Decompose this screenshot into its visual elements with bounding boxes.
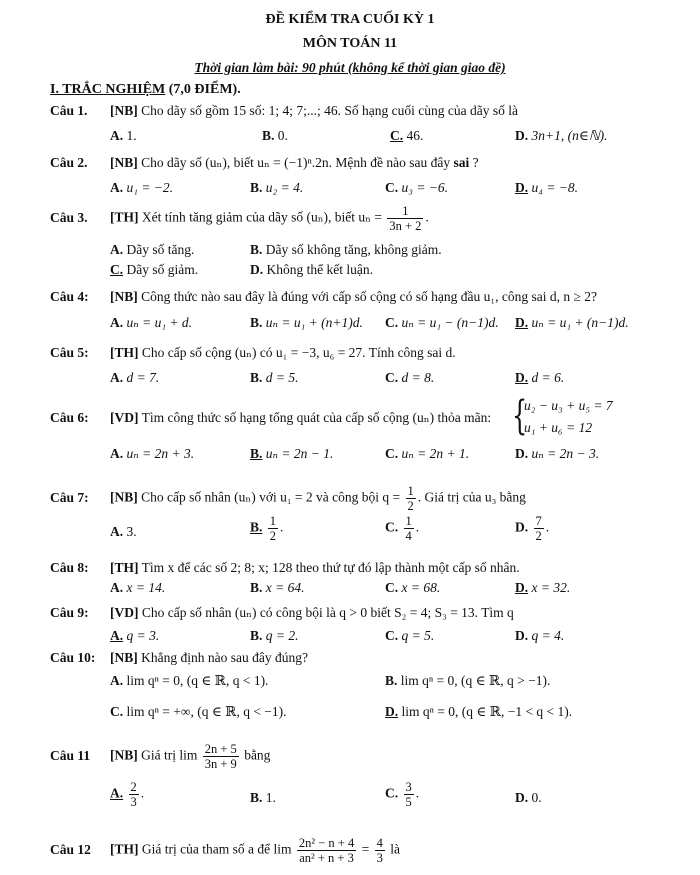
q5-option-c[interactable]: C. d = 8. — [385, 370, 435, 385]
q4-option-a[interactable]: A. uₙ = u₁ + d. — [110, 315, 193, 330]
question-4: Câu 4: [NB] Công thức nào sau đây là đúng với cấp số cộng có số hạng đầu u₁, công sai d, n ≥ 2? — [50, 289, 597, 304]
question-12: Câu 12 [TH] Giá trị của tham số a để lim $\frac{\text{2n² − n + 4}}{\text{an² + n + 3}}$ = $\frac{4}{3}$ là — [50, 836, 400, 865]
time-note: Thời gian làm bài: 90 phút (không kể thời gian giao đề) — [194, 60, 506, 75]
q3-option-c[interactable]: C. Dãy số giảm. — [110, 262, 199, 277]
q9-option-c[interactable]: C. q = 5. — [385, 628, 435, 643]
q11-option-b[interactable]: B. 1. — [250, 790, 276, 805]
q7-option-a[interactable]: A. 3. — [110, 524, 137, 539]
question-1 — [50, 103, 690, 119]
q3-option-b[interactable]: B. Dãy số không tăng, không giảm. — [250, 242, 442, 257]
q7-option-c[interactable]: C. $\frac{1}{4}$ . — [385, 514, 420, 543]
question-3: Câu 3. [TH] Xét tính tăng giảm của dãy số (uₙ), biết uₙ = $\frac{1}{3n + 2}$ . — [50, 204, 429, 233]
question-number: Câu 1. — [50, 103, 88, 118]
q11-option-a[interactable]: A. $\frac{2}{3}$ . — [110, 780, 145, 809]
q1-option-a[interactable]: A. 1. — [110, 128, 137, 143]
q3-option-d[interactable]: D. Không thể kết luận. — [250, 262, 373, 277]
q3-fraction: $\frac{1}{3n + 2}$ — [389, 204, 422, 233]
q4-option-b[interactable]: B. uₙ = u₁ + (n+1)d. — [250, 315, 363, 330]
q1-option-c[interactable]: C. 46. — [390, 128, 424, 143]
question-2: Câu 2. [NB] Cho dãy số (uₙ), biết uₙ = (−1)ⁿ.2n. Mệnh đề nào sau đây sai ? — [50, 155, 479, 170]
q2-option-c[interactable]: C. u₃ = −6. — [385, 180, 449, 195]
question-9: Câu 9: [VD] Cho cấp số nhân (uₙ) có công bội là q > 0 biết S₂ = 4; S₃ = 13. Tìm q — [50, 605, 514, 620]
q5-option-d[interactable]: D. d = 6. — [515, 370, 565, 385]
question-5: Câu 5: [TH] Cho cấp số cộng (uₙ) có u₁ = −3, u₆ = 27. Tính công sai d. — [50, 345, 456, 360]
q9-option-a[interactable]: A. q = 3. — [110, 628, 160, 643]
q2-option-d[interactable]: D. u₄ = −8. — [515, 180, 579, 195]
question-7: Câu 7: [NB] Cho cấp số nhân (uₙ) với u₁ = 2 và công bội q = $\frac{1}{2}$ . Giá trị của u₃ bằng — [50, 484, 526, 513]
q7-option-b[interactable]: B. $\frac{1}{2}$ . — [250, 514, 284, 543]
brace-icon: { — [512, 393, 528, 439]
q10-option-a[interactable]: A. lim qⁿ = 0, (q ∈ ℝ, q < 1). — [110, 673, 269, 688]
q9-option-d[interactable]: D. q = 4. — [515, 628, 565, 643]
q6-option-c[interactable]: C. uₙ = 2n + 1. — [385, 446, 470, 461]
q4-option-c[interactable]: C. uₙ = u₁ − (n−1)d. — [385, 315, 499, 330]
q10-option-b[interactable]: B. lim qⁿ = 0, (q ∈ ℝ, q > −1). — [385, 673, 551, 688]
q2-option-b[interactable]: B. u₂ = 4. — [250, 180, 304, 195]
q3-option-a[interactable]: A. Dãy số tăng. — [110, 242, 195, 257]
q4-option-d[interactable]: D. uₙ = u₁ + (n−1)d. — [515, 315, 629, 330]
question-6: Câu 6: [VD] Tìm công thức số hạng tổng quát của cấp số cộng (uₙ) thỏa mãn: — [50, 410, 492, 425]
q8-option-b[interactable]: B. x = 64. — [250, 580, 305, 595]
q9-option-b[interactable]: B. q = 2. — [250, 628, 299, 643]
q6-option-a[interactable]: A. uₙ = 2n + 3. — [110, 446, 195, 461]
q6-option-b[interactable]: B. uₙ = 2n − 1. — [250, 446, 334, 461]
q8-option-c[interactable]: C. x = 68. — [385, 580, 441, 595]
question-10: Câu 10: [NB] Khẳng định nào sau đây đúng? — [50, 650, 308, 665]
q2-option-a[interactable]: A. u₁ = −2. — [110, 180, 174, 195]
question-11: Câu 11 [NB] Giá trị lim $\frac{2n + 5}{3n + 9}$ bằng — [50, 742, 271, 771]
q1-option-d[interactable]: D. 3n+1, (n∈ℕ). — [515, 128, 608, 143]
q10-option-d[interactable]: D. lim qⁿ = 0, (q ∈ ℝ, −1 < q < 1). — [385, 704, 573, 719]
q5-option-b[interactable]: B. d = 5. — [250, 370, 299, 385]
section-heading — [50, 82, 241, 98]
section-label: I. TRẮC NGHIỆM — [50, 82, 166, 97]
q8-option-d[interactable]: D. x = 32. — [515, 580, 571, 595]
question-stem: Cho dãy số gồm 15 số: 1; 4; 7;...; 46. Số hạng cuối cùng của dãy số là — [137, 103, 518, 118]
question-level: [NB] — [110, 103, 138, 118]
q6-option-d[interactable]: D. uₙ = 2n − 3. — [515, 446, 600, 461]
q8-option-a[interactable]: A. x = 14. — [110, 580, 166, 595]
equation-system: { u₂ − u₃ + u₅ = 7 u₁ + u₆ = 12 — [512, 393, 613, 439]
q10-option-c[interactable]: C. lim qⁿ = +∞, (q ∈ ℝ, q < −1). — [110, 704, 287, 719]
q11-option-d[interactable]: D. 0. — [515, 790, 542, 805]
q7-option-d[interactable]: D. $\frac{7}{2}$ . — [515, 514, 550, 543]
section-points: (7,0 ĐIỂM). — [165, 82, 241, 97]
q1-option-b[interactable]: B. 0. — [262, 128, 288, 143]
exam-title: ĐỀ KIỂM TRA CUỐI KỲ 1 — [265, 12, 435, 27]
q5-option-a[interactable]: A. d = 7. — [110, 370, 160, 385]
subject-title: MÔN TOÁN 11 — [302, 36, 398, 51]
q11-option-c[interactable]: C. $\frac{3}{5}$ . — [385, 780, 420, 809]
question-8: Câu 8: [TH] Tìm x để các số 2; 8; x; 128 theo thứ tự đó lập thành một cấp số nhân. — [50, 560, 520, 575]
